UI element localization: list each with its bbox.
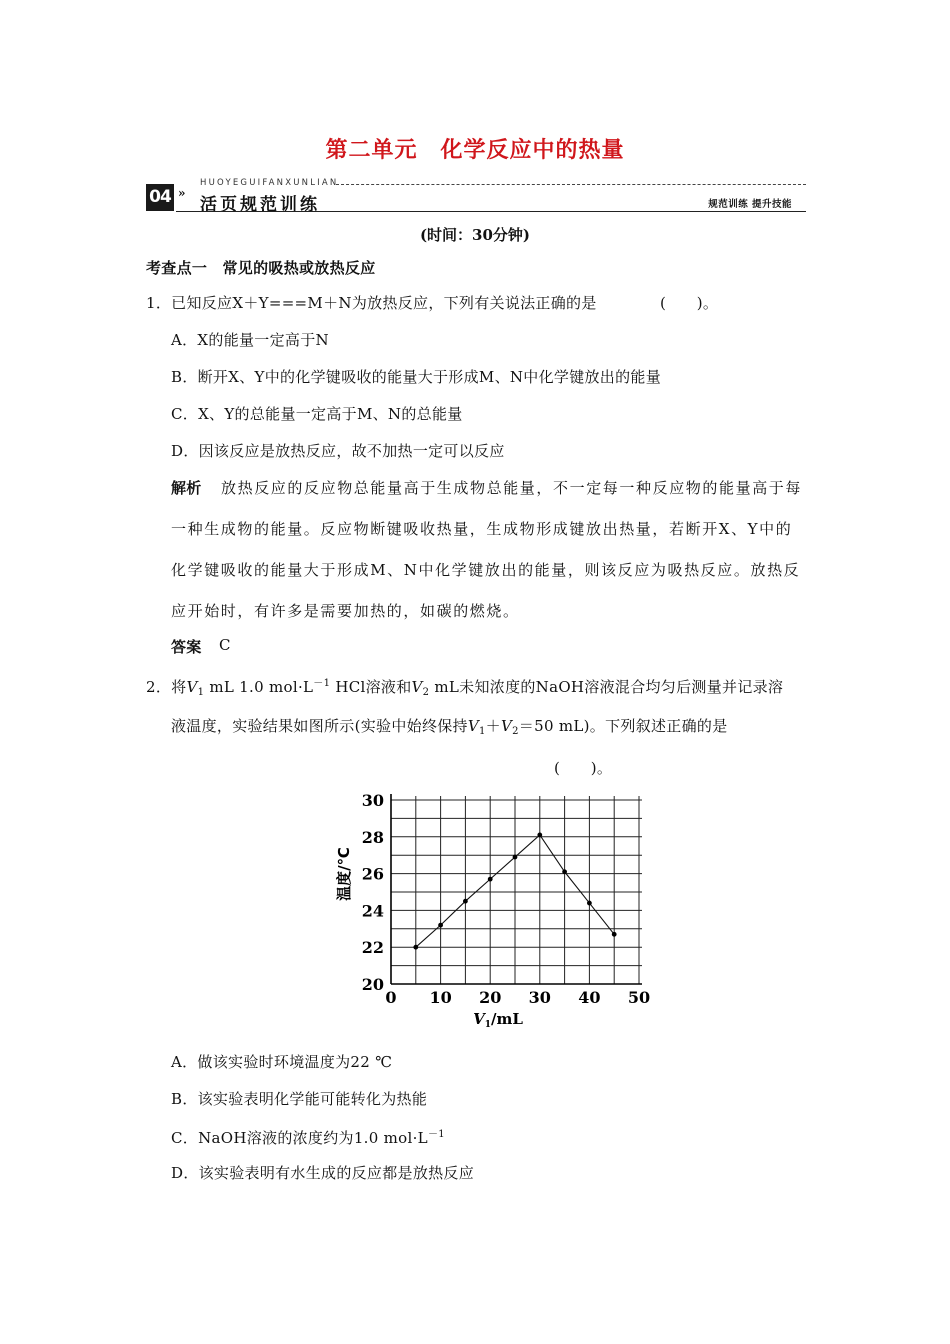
time-limit: (时间：30分钟) [419, 226, 531, 244]
page-title: 第二单元 化学反应中的热量 [325, 138, 625, 163]
q1-option-c: C．X、Y的总能量一定高于M、N的总能量 [171, 405, 463, 423]
chart-grid [391, 796, 642, 984]
q1-analysis-label: 解析 [171, 479, 202, 497]
q2-option-c-sup: －1 [427, 1129, 445, 1140]
q1-analysis-line: 放热反应的反应物总能量高于生成物总能量，不一定每一种反应物的能量高于每 [221, 479, 803, 497]
data-point [488, 877, 493, 882]
q2-text: mL 1.0 mol·L [204, 678, 314, 696]
chart-axes [391, 794, 642, 984]
y-tick-label: 24 [361, 901, 384, 921]
q2-stem-line2 [171, 715, 728, 737]
q2-option-c-text: C．NaOH溶液的浓度约为1.0 mol·L [171, 1129, 428, 1147]
q2-option-b: B．该实验表明化学能可能转化为热能 [171, 1090, 428, 1108]
banner-rule [176, 211, 806, 212]
q2-subscript: 1 [479, 726, 486, 737]
x-axis-var: V [473, 1010, 485, 1028]
q2-subscript: 2 [512, 726, 519, 737]
q1-analysis-line: 化学键吸收的能量大于形成M、N中化学键放出的能量，则该反应为吸热反应。放热反 [171, 561, 801, 579]
y-tick-label: 22 [361, 938, 384, 958]
x-tick-label: 0 [385, 988, 397, 1007]
q2-subscript: 2 [422, 687, 430, 698]
data-point [438, 923, 443, 928]
x-tick-label: 40 [578, 988, 601, 1007]
banner-number: 04 [146, 184, 174, 211]
chart-tick-labels [362, 791, 650, 1007]
data-point [587, 901, 592, 906]
q1-answer: C [219, 636, 231, 654]
x-tick-label: 10 [429, 988, 452, 1007]
x-axis-unit: /mL [491, 1010, 523, 1028]
x-axis-sub: 1 [484, 1020, 491, 1030]
q1-paren: ( )。 [660, 294, 719, 312]
data-point [562, 869, 567, 874]
q2-num: 2．将 [146, 678, 187, 696]
q2-text: mL未知浓度的NaOH溶液混合均匀后测量并记录溶 [429, 678, 784, 696]
q2-var: V [467, 717, 479, 735]
q2-superscript: －1 [313, 678, 331, 689]
q2-option-c [171, 1125, 445, 1148]
q2-text: ＋ [485, 717, 501, 735]
x-tick-label: 20 [479, 988, 502, 1007]
banner-name: 活页规范训练 [200, 195, 320, 215]
q1-analysis-line: 应开始时，有许多是需要加热的，如碳的燃烧。 [171, 602, 520, 620]
q2-subscript: 1 [197, 687, 205, 698]
q1-option-d: D．因该反应是放热反应，故不加热一定可以反应 [171, 442, 505, 460]
temperature-chart [330, 786, 660, 1036]
y-tick-label: 28 [361, 827, 384, 847]
q1-analysis-line: 一种生成物的能量。反应物断键吸收热量，生成物形成键放出热量，若断开X、Y中的 [171, 520, 793, 538]
y-tick-label: 26 [361, 864, 384, 884]
banner-pinyin: HUOYEGUIFANXUNLIAN [200, 178, 339, 188]
q1-stem: 1．已知反应X＋Y===M＋N为放热反应，下列有关说法正确的是 [146, 294, 597, 312]
data-point [612, 932, 617, 937]
q2-text: 液温度，实验结果如图所示(实验中始终保持 [171, 717, 468, 735]
x-tick-label: 30 [528, 988, 551, 1007]
y-axis-label: 温度/℃ [335, 847, 353, 901]
q2-option-d: D．该实验表明有水生成的反应都是放热反应 [171, 1164, 475, 1182]
q2-stem-line1 [146, 674, 783, 698]
banner-slogan: 规范训练 提升技能 [708, 199, 792, 210]
data-point [537, 833, 542, 838]
section-banner [146, 178, 806, 214]
x-tick-label: 50 [627, 988, 651, 1007]
banner-dashed-rule [336, 184, 806, 185]
data-point [463, 899, 468, 904]
y-tick-label: 30 [361, 791, 384, 810]
q2-var: V [186, 678, 198, 696]
x-axis-label [473, 1010, 523, 1030]
q2-text: ＝50 mL)。下列叙述正确的是 [518, 717, 728, 735]
q1-option-a: A．X的能量一定高于N [171, 331, 329, 349]
chevron-icon: » [178, 186, 186, 200]
q2-option-a: A．做该实验时环境温度为22 ℃ [171, 1053, 393, 1071]
q2-text: HCl溶液和 [330, 678, 412, 696]
q2-paren: ( )。 [554, 759, 613, 777]
data-point [413, 945, 418, 950]
q1-option-b: B．断开X、Y中的化学键吸收的能量大于形成M、N中化学键放出的能量 [171, 368, 661, 386]
q2-var: V [411, 678, 423, 696]
section-heading: 考查点一 常见的吸热或放热反应 [146, 259, 376, 277]
q1-answer-label: 答案 [171, 638, 202, 656]
y-tick-label: 20 [361, 975, 384, 994]
q2-var: V [500, 717, 513, 735]
data-point [513, 855, 518, 860]
